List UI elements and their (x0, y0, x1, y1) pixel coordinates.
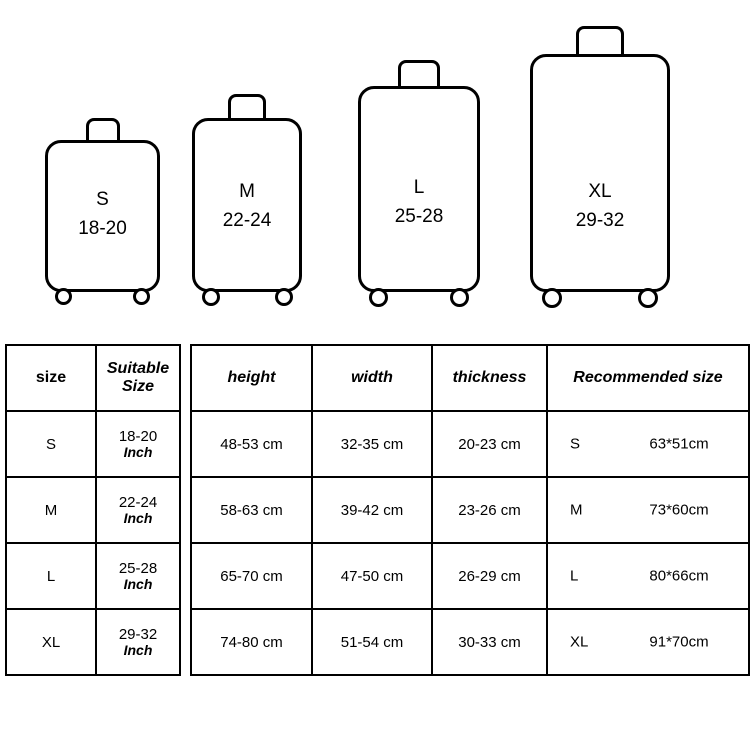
case-body-xl (530, 54, 670, 292)
suitable-value: 25-28 (118, 559, 158, 577)
case-size-range: 22-24 (222, 209, 272, 231)
case-size-letter: S (96, 189, 109, 210)
suitable-unit: Inch (123, 575, 153, 592)
recommended-size-value: 73*60cm (649, 501, 709, 519)
wheel-icon (133, 288, 150, 305)
suitable-line2: Size (121, 378, 154, 395)
column-header-size: size (6, 345, 96, 411)
cell-height: 58-63 cm (191, 477, 312, 543)
case-labels-m (192, 178, 302, 235)
case-size-letter: L (413, 177, 425, 198)
wheel-icon (638, 288, 658, 308)
cell-height: 48-53 cm (191, 411, 312, 477)
cell-width: 32-35 cm (312, 411, 432, 477)
wheel-icon (55, 288, 72, 305)
cell-thickness: 30-33 cm (432, 609, 547, 675)
cell-width: 47-50 cm (312, 543, 432, 609)
recommended-size-letter: XL (570, 633, 589, 651)
column-header-width: width (312, 345, 432, 411)
wheel-icon (542, 288, 562, 308)
wheel-icon (369, 288, 388, 307)
case-size-letter: M (239, 181, 255, 202)
recommended-size-value: 63*51cm (649, 435, 709, 453)
wheel-icon (275, 288, 293, 306)
handle-xl (576, 26, 624, 54)
table-row (191, 411, 749, 477)
suitable-value: 18-20 (118, 427, 158, 445)
cell-width: 51-54 cm (312, 609, 432, 675)
recommended-size-letter: L (570, 567, 579, 585)
luggage-case-l (358, 86, 480, 292)
table-row (6, 477, 180, 543)
cell-recommended-size (547, 477, 749, 543)
cell-recommended-size (547, 609, 749, 675)
luggage-case-s (45, 140, 160, 292)
cell-size: L (6, 543, 96, 609)
cell-size: S (6, 411, 96, 477)
cell-size: XL (6, 609, 96, 675)
handle-s (86, 118, 120, 140)
column-header-recommended-size: Recommended size (547, 345, 749, 411)
suitable-line1: Suitable (106, 360, 170, 377)
suitable-unit: Inch (123, 641, 153, 658)
cell-suitable-size (96, 477, 180, 543)
handle-m (228, 94, 266, 118)
table-row (6, 411, 180, 477)
cell-thickness: 20-23 cm (432, 411, 547, 477)
cell-suitable-size (96, 543, 180, 609)
cell-suitable-size (96, 609, 180, 675)
table-row (191, 543, 749, 609)
cell-thickness: 26-29 cm (432, 543, 547, 609)
table-header-row (191, 345, 749, 411)
column-header-height: height (191, 345, 312, 411)
luggage-case-m (192, 118, 302, 292)
recommended-size-value: 80*66cm (649, 567, 709, 585)
recommended-size-letter: M (570, 501, 583, 519)
case-size-letter: XL (588, 181, 612, 202)
recommended-size-letter: S (570, 435, 581, 453)
wheel-icon (450, 288, 469, 307)
cell-recommended-size (547, 411, 749, 477)
cell-suitable-size (96, 411, 180, 477)
table-row (191, 477, 749, 543)
case-size-range: 25-28 (394, 205, 444, 227)
suitable-value: 22-24 (118, 493, 158, 511)
cell-height: 74-80 cm (191, 609, 312, 675)
luggage-illustration (0, 0, 750, 330)
case-labels-xl (530, 178, 670, 235)
suitable-unit: Inch (123, 443, 153, 460)
column-header-thickness: thickness (432, 345, 547, 411)
cell-thickness: 23-26 cm (432, 477, 547, 543)
suitable-value: 29-32 (118, 625, 158, 643)
cell-recommended-size (547, 543, 749, 609)
recommended-size-value: 91*70cm (649, 633, 709, 651)
size-table-right (190, 344, 750, 676)
table-header-row (6, 345, 180, 411)
cell-height: 65-70 cm (191, 543, 312, 609)
table-row (191, 609, 749, 675)
wheel-icon (202, 288, 220, 306)
case-size-range: 18-20 (78, 217, 127, 239)
column-header-suitable-size (96, 345, 180, 411)
cell-width: 39-42 cm (312, 477, 432, 543)
table-row (6, 609, 180, 675)
case-size-range: 29-32 (575, 209, 625, 231)
handle-l (398, 60, 440, 86)
case-labels-l (358, 174, 480, 231)
luggage-case-xl (530, 54, 670, 292)
table-row (6, 543, 180, 609)
suitable-unit: Inch (123, 509, 153, 526)
size-table-left (5, 344, 181, 676)
cell-size: M (6, 477, 96, 543)
case-labels-s (45, 186, 160, 243)
